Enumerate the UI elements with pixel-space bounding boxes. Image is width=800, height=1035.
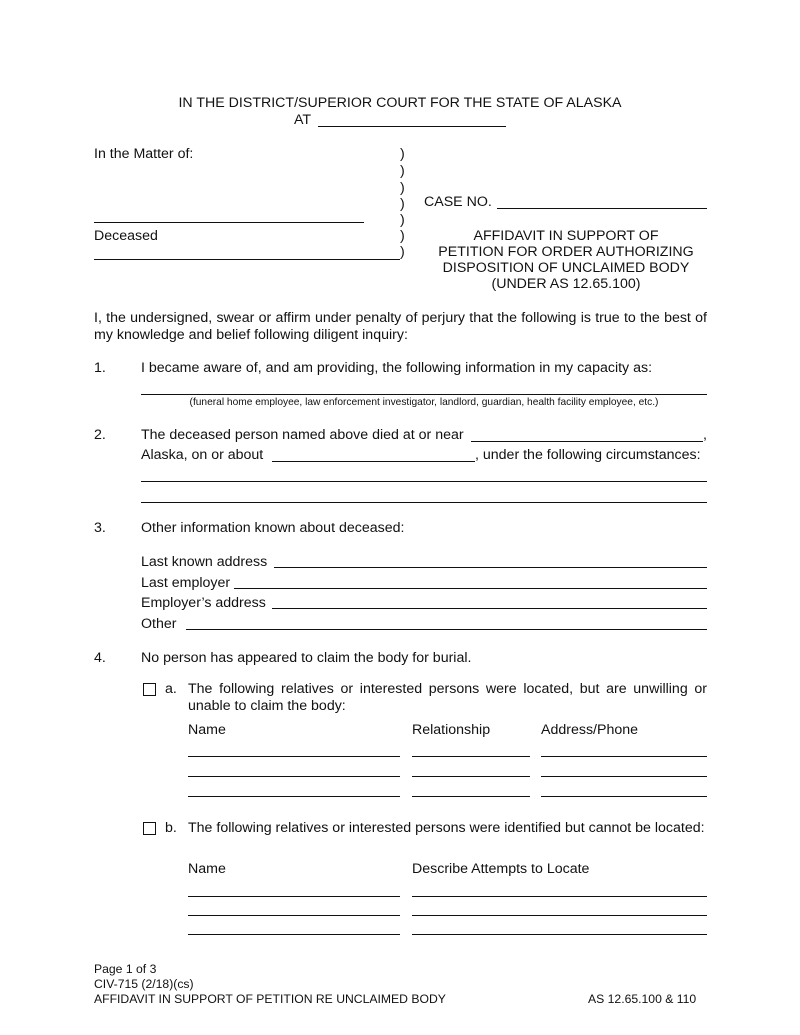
caption-paren: ) xyxy=(400,244,405,260)
relative-name-field[interactable] xyxy=(188,796,400,797)
option-a-checkbox[interactable] xyxy=(143,683,156,696)
item3-text: Other information known about deceased: xyxy=(141,520,405,536)
form-title: AFFIDAVIT IN SUPPORT OF PETITION RE UNCLAIMED BODY xyxy=(94,992,446,1006)
missing-name-field[interactable] xyxy=(188,915,400,916)
col-name: Name xyxy=(188,861,226,877)
item-number: 1. xyxy=(94,360,106,376)
missing-name-field[interactable] xyxy=(188,896,400,897)
capacity-field[interactable] xyxy=(141,394,707,395)
matter-label: In the Matter of: xyxy=(94,146,194,162)
item-number: 2. xyxy=(94,427,106,443)
item2-text-a: The deceased person named above died at or near xyxy=(141,427,464,443)
last-address-field[interactable] xyxy=(274,567,707,568)
address-phone-field[interactable] xyxy=(541,756,707,757)
col-address-phone: Address/Phone xyxy=(541,722,639,738)
court-title: IN THE DISTRICT/SUPERIOR COURT FOR THE STATE OF ALASKA xyxy=(178,95,622,111)
page-number: Page 1 of 3 xyxy=(94,962,157,976)
case-no-field[interactable] xyxy=(497,208,707,209)
item2-text-c: , under the following circumstances: xyxy=(475,447,701,463)
item-number: 3. xyxy=(94,520,106,536)
col-attempts: Describe Attempts to Locate xyxy=(412,861,590,877)
caption-bottom-rule xyxy=(94,259,400,260)
last-employer-field[interactable] xyxy=(234,588,707,589)
item4-text: No person has appeared to claim the body for burial. xyxy=(141,650,472,666)
death-location-field[interactable] xyxy=(471,441,703,442)
option-a-text: The following relatives or interested persons were located, but are unwilling or unable to claim the body: xyxy=(188,681,707,714)
form-number: CIV-715 (2/18)(cs) xyxy=(94,977,194,991)
last-address-label: Last known address xyxy=(141,554,268,570)
death-date-field[interactable] xyxy=(272,461,475,462)
attempts-field[interactable] xyxy=(412,896,707,897)
option-b-letter: b. xyxy=(165,820,177,836)
option-b-text: The following relatives or interested persons were identified but cannot be located: xyxy=(188,820,705,836)
relationship-field[interactable] xyxy=(412,756,530,757)
caption-paren: ) xyxy=(400,212,405,228)
doc-title-line: (UNDER AS 12.65.100) xyxy=(491,276,641,292)
attempts-field[interactable] xyxy=(412,915,707,916)
caption-paren: ) xyxy=(400,228,405,244)
relative-name-field[interactable] xyxy=(188,756,400,757)
caption-paren: ) xyxy=(400,196,405,212)
item1-text: I became aware of, and am providing, the following information in my capacity as: xyxy=(141,360,653,376)
case-no-label: CASE NO. xyxy=(424,194,492,210)
item-number: 4. xyxy=(94,650,106,666)
circumstances-field-1[interactable] xyxy=(141,481,707,482)
relationship-field[interactable] xyxy=(412,776,530,777)
other-field[interactable] xyxy=(186,629,707,630)
missing-name-field[interactable] xyxy=(188,934,400,935)
doc-title-line: PETITION FOR ORDER AUTHORIZING xyxy=(438,244,694,260)
option-a-letter: a. xyxy=(165,681,177,697)
deceased-name-field[interactable] xyxy=(94,222,364,223)
address-phone-field[interactable] xyxy=(541,796,707,797)
caption-paren: ) xyxy=(400,163,405,179)
caption-paren: ) xyxy=(400,180,405,196)
last-employer-label: Last employer xyxy=(141,575,231,591)
at-label: AT xyxy=(294,112,312,128)
attempts-field[interactable] xyxy=(412,934,707,935)
capacity-hint: (funeral home employee, law enforcement investigator, landlord, guardian, health facility employee, etc.) xyxy=(189,397,659,408)
other-label: Other xyxy=(141,616,177,632)
court-location-field[interactable] xyxy=(318,126,506,127)
deceased-label: Deceased xyxy=(94,228,158,244)
employer-address-label: Employer’s address xyxy=(141,595,266,611)
item2-comma: , xyxy=(703,427,707,443)
caption-paren: ) xyxy=(400,146,405,162)
col-name: Name xyxy=(188,722,226,738)
relative-name-field[interactable] xyxy=(188,776,400,777)
intro-paragraph: I, the undersigned, swear or affirm under penalty of perjury that the following is true to the best of my knowledge and belief following diligent inquiry: xyxy=(94,310,707,343)
option-b-checkbox[interactable] xyxy=(143,822,156,835)
statute-reference: AS 12.65.100 & 110 xyxy=(588,992,697,1006)
employer-address-field[interactable] xyxy=(272,608,707,609)
col-relationship: Relationship xyxy=(412,722,491,738)
circumstances-field-2[interactable] xyxy=(141,502,707,503)
doc-title-line: AFFIDAVIT IN SUPPORT OF xyxy=(473,228,659,244)
doc-title-line: DISPOSITION OF UNCLAIMED BODY xyxy=(442,260,690,276)
relationship-field[interactable] xyxy=(412,796,530,797)
address-phone-field[interactable] xyxy=(541,776,707,777)
item2-text-b: Alaska, on or about xyxy=(141,447,264,463)
